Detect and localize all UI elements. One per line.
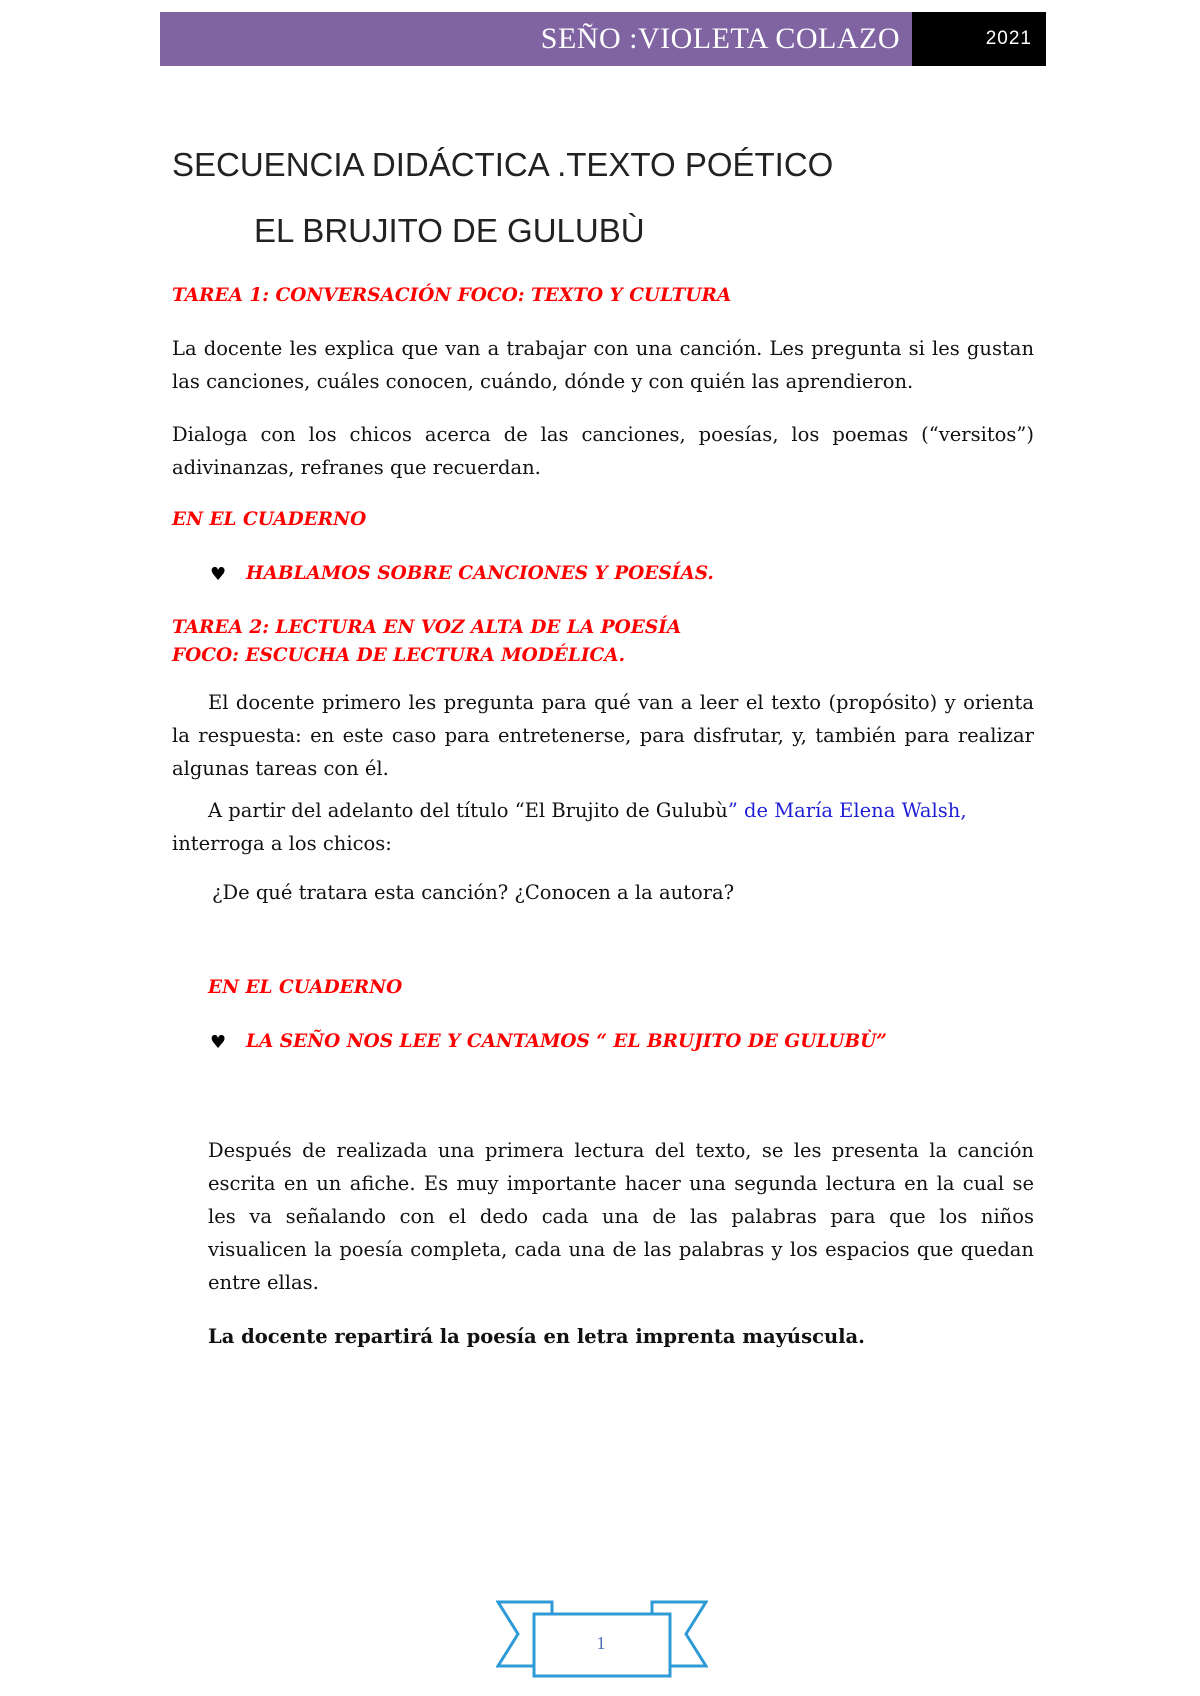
- page-number: 1: [596, 1632, 606, 1653]
- tarea1-paragraph-2: Dialoga con los chicos acerca de las canciones, poesías, los poemas (“versitos”) adivinanzas, refranes que recuerdan.: [172, 423, 1034, 479]
- tarea2-paragraph-2-line-2: interroga a los chicos:: [172, 832, 392, 855]
- tarea2-paragraph-4: La docente repartirá la poesía en letra imprenta mayúscula.: [208, 1325, 865, 1348]
- tarea2-paragraph-1: El docente primero les pregunta para qué van a leer el texto (propósito) y orienta la respuesta: en este caso para entretenerse, para disfrutar, y, también para realizar algunas tareas con él.: [172, 691, 1034, 780]
- tarea2-heading: TAREA 2: LECTURA EN VOZ ALTA DE LA POESÍA: [172, 617, 682, 638]
- tarea2-paragraph-2-line-1: [208, 794, 967, 827]
- header-name: SEÑO :VIOLETA COLAZO: [160, 12, 912, 66]
- tarea1-cuaderno-heading: EN EL CUADERNO: [172, 509, 367, 530]
- title-preview-text: A partir del adelanto del título “El Brujito de Gulubù: [208, 799, 728, 822]
- page-header: [160, 12, 1046, 66]
- heart-icon: ♥: [210, 1031, 227, 1053]
- tarea1-paragraph-1: La docente les explica que van a trabajar con una canción. Les pregunta si les gustan las canciones, cuáles conocen, cuándo, dónde y con quién las aprendieron.: [172, 337, 1034, 393]
- tarea2-paragraph-3: Después de realizada una primera lectura del texto, se les presenta la canción escrita en un afiche. Es muy importante hacer una segunda lectura en la cual se les va señalando con el dedo cada una de las palabras para que los niños visualicen la poesía completa, cada una de las palabras y los espacios que quedan entre ellas.: [208, 1139, 1034, 1294]
- tarea2-question: ¿De qué tratara esta canción? ¿Conocen a la autora?: [212, 881, 735, 904]
- tarea2-cuaderno-heading: EN EL CUADERNO: [208, 977, 403, 998]
- author-name: ” de María Elena Walsh,: [727, 799, 967, 822]
- tarea2-bullet-text: LA SEÑO NOS LEE Y CANTAMOS “ EL BRUJITO DE GULUBÙ”: [246, 1031, 887, 1052]
- document-subtitle: EL BRUJITO DE GULUBÙ: [254, 212, 645, 249]
- tarea1-bullet-item: [210, 560, 714, 588]
- document-title: SECUENCIA DIDÁCTICA .TEXTO POÉTICO: [172, 146, 834, 183]
- tarea1-bullet-text: HABLAMOS SOBRE CANCIONES Y POESÍAS.: [246, 563, 714, 584]
- tarea2-bullet-item: [210, 1028, 887, 1056]
- header-year: 2021: [912, 12, 1046, 66]
- tarea1-heading: TAREA 1: CONVERSACIÓN FOCO: TEXTO Y CULTURA: [172, 285, 732, 306]
- tarea2-foco-heading: FOCO: ESCUCHA DE LECTURA MODÉLICA.: [172, 645, 626, 666]
- heart-icon: ♥: [210, 563, 227, 585]
